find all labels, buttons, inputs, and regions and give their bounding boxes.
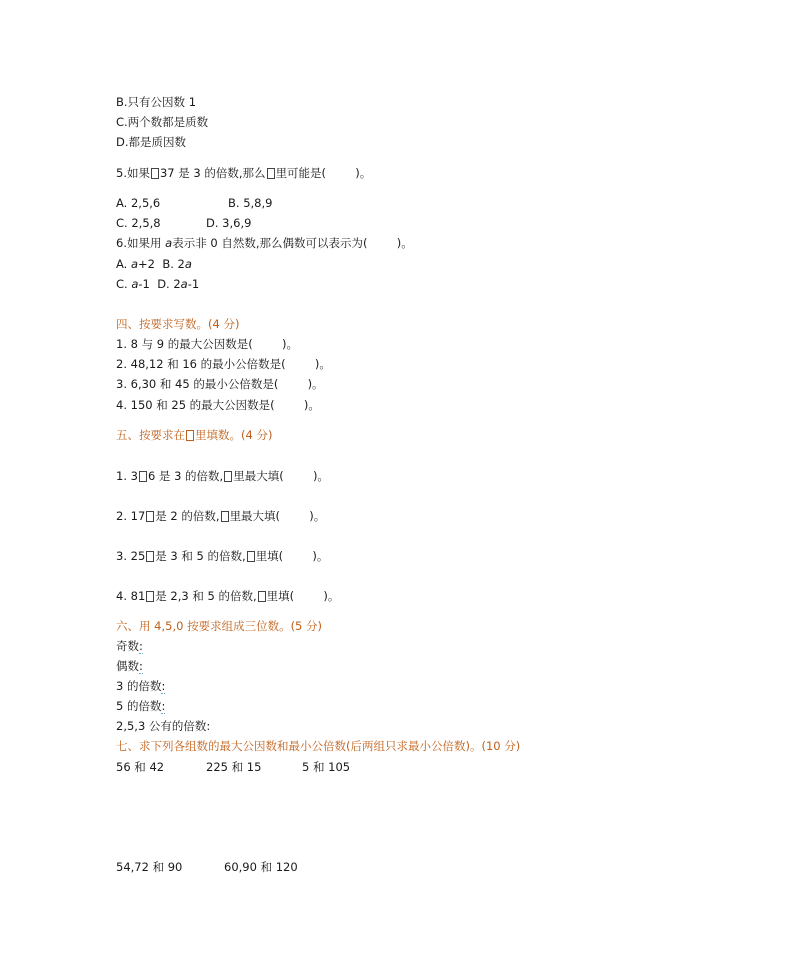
sec7-row-2: 54,72 和 90 60,90 和 120 bbox=[116, 860, 298, 874]
question-5: 5.如果 37 是 3 的倍数,那么 里可能是( )。 bbox=[116, 166, 372, 180]
sec6-odd: 奇数: bbox=[116, 639, 143, 653]
blank-box bbox=[224, 471, 232, 482]
blank-box bbox=[258, 591, 266, 602]
blank-box bbox=[186, 430, 194, 441]
blank-box bbox=[146, 591, 154, 602]
question-6: 6.如果用 a表示非 0 自然数,那么偶数可以表示为( )。 bbox=[116, 236, 413, 250]
q6-options-ab: A. a+2 B. 2a bbox=[116, 257, 192, 271]
blank-box bbox=[139, 471, 147, 482]
sec4-item: 4. 150 和 25 的最大公因数是( )。 bbox=[116, 398, 320, 412]
sec6-mult3: 3 的倍数: bbox=[116, 679, 166, 693]
section-5-title: 五、按要求在 里填数。(4 分) bbox=[116, 428, 273, 442]
blank-box bbox=[247, 551, 255, 562]
q5-options-ab: A. 2,5,6 B. 5,8,9 bbox=[116, 196, 273, 210]
option-b: B.只有公因数 1 bbox=[116, 95, 197, 109]
blank-box bbox=[146, 511, 154, 522]
option-d: D.都是质因数 bbox=[116, 135, 187, 149]
sec5-item: 4. 81 是 2,3 和 5 的倍数, 里填( )。 bbox=[116, 589, 340, 603]
section-6-title: 六、用 4,5,0 按要求组成三位数。(5 分) bbox=[116, 619, 323, 633]
sec4-item: 2. 48,12 和 16 的最小公倍数是( )。 bbox=[116, 357, 331, 371]
sec7-row-1: 56 和 42 225 和 15 5 和 105 bbox=[116, 760, 351, 774]
sec5-item: 2. 17 是 2 的倍数, 里最大填( )。 bbox=[116, 509, 326, 523]
q5-options-cd: C. 2,5,8 D. 3,6,9 bbox=[116, 216, 252, 230]
blank-box bbox=[221, 511, 229, 522]
section-4-title: 四、按要求写数。(4 分) bbox=[116, 317, 240, 331]
sec6-mult5: 5 的倍数: bbox=[116, 699, 166, 713]
section-7-title: 七、求下列各组数的最大公因数和最小公倍数(后两组只求最小公倍数)。(10 分) bbox=[116, 739, 521, 753]
sec6-even: 偶数: bbox=[116, 659, 143, 673]
option-c: C.两个数都是质数 bbox=[116, 115, 209, 129]
blank-box bbox=[267, 168, 275, 179]
q6-options-cd: C. a-1 D. 2a-1 bbox=[116, 277, 200, 291]
sec4-item: 3. 6,30 和 45 的最小公倍数是( )。 bbox=[116, 377, 324, 391]
sec5-item: 3. 25 是 3 和 5 的倍数, 里填( )。 bbox=[116, 549, 329, 563]
blank-box bbox=[151, 168, 159, 179]
sec5-item: 1. 3 6 是 3 的倍数, 里最大填( )。 bbox=[116, 469, 329, 483]
blank-box bbox=[146, 551, 154, 562]
sec4-item: 1. 8 与 9 的最大公因数是( )。 bbox=[116, 337, 298, 351]
sec6-common: 2,5,3 公有的倍数: bbox=[116, 719, 211, 733]
